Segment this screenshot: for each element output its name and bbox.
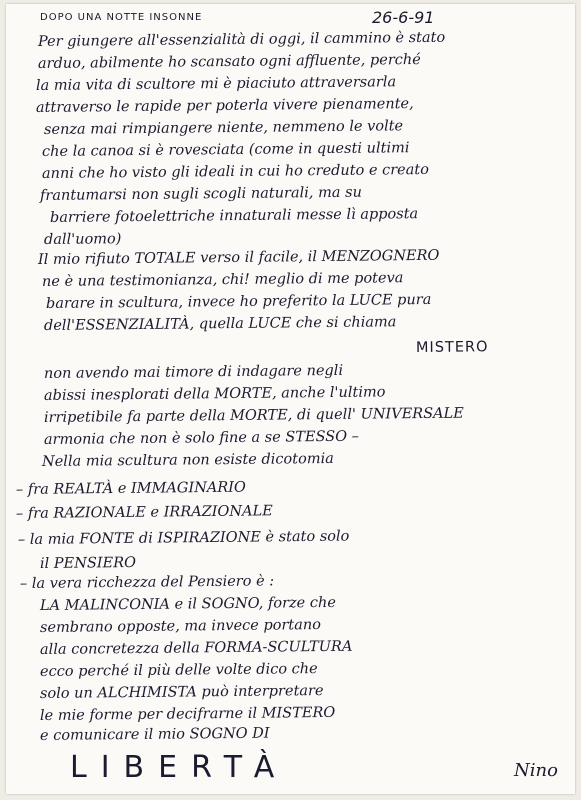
text-line: dell'ESSENZIALITÀ, quella LUCE che si chiama	[43, 314, 397, 334]
text-line: armonia che non è solo fine a se STESSO –	[43, 428, 359, 448]
text-line: frantumarsi non sugli scogli naturali, ma su	[39, 184, 362, 204]
text-line: solo un ALCHIMISTA può interpretare	[39, 683, 324, 702]
text-line: attraverso le rapide per poterla vivere pienamente,	[35, 96, 414, 116]
text-line: abissi inesplorati della MORTE, anche l'ultimo	[43, 384, 386, 404]
text-line: irripetibile fa parte della MORTE, di quell' UNIVERSALE	[43, 405, 464, 426]
text-line: LA MALINCONIA e il SOGNO, forze che	[39, 594, 336, 614]
text-line: – la vera ricchezza del Pensiero è :	[19, 573, 275, 592]
text-line: dall'uomo)	[43, 231, 122, 248]
text-line: il PENSIERO	[39, 554, 137, 572]
text-line: e comunicare il mio SOGNO DI	[39, 725, 270, 744]
text-line: le mie forme per decifrarne il MISTERO	[39, 704, 336, 724]
text-line: barriere fotoelettriche innaturali messe lì apposta	[49, 206, 419, 226]
closing-word: LIBERTÀ	[70, 750, 289, 785]
text-line: ne è una testimonianza, chi! meglio di me poteva	[41, 270, 404, 290]
text-line: sembrano opposte, ma invece portano	[39, 617, 322, 636]
letter-header	[40, 10, 555, 30]
text-line: barare in scultura, invece ho preferito la LUCE pura	[45, 291, 432, 312]
text-line: Il mio rifiuto TOTALE verso il facile, il MENZOGNERO	[37, 247, 440, 268]
text-line: alla concretezza della FORMA-SCULTURA	[39, 638, 353, 658]
text-line: Per giungere all'essenzialità di oggi, il cammino è stato	[37, 29, 446, 50]
text-line: – la mia FONTE di ISPIRAZIONE è stato solo	[17, 528, 350, 548]
letter-heading: DOPO UNA NOTTE INSONNE	[40, 12, 203, 23]
text-line: anni che ho visto gli ideali in cui ho creduto e creato	[41, 161, 430, 182]
letter-page	[6, 4, 575, 794]
text-line: Nella mia scultura non esiste dicotomia	[41, 450, 334, 470]
letter-date: 26-6-91	[372, 8, 435, 27]
text-line: – fra RAZIONALE e IRRAZIONALE	[15, 503, 273, 522]
text-line: non avendo mai timore di indagare negli	[43, 362, 344, 382]
text-line: ecco perché il più delle volte dico che	[39, 661, 318, 680]
text-line: senza mai rimpiangere niente, nemmeno le volte	[43, 118, 404, 138]
text-line: – fra REALTÀ e IMMAGINARIO	[15, 479, 246, 498]
text-line: la mia vita di scultore mi è piaciuto attraversarla	[35, 74, 397, 94]
text-line: MISTERO	[415, 339, 489, 356]
text-line: arduo, abilmente ho scansato ogni affluente, perché	[37, 51, 421, 72]
text-line: che la canoa si è rovesciata (come in questi ultimi	[41, 140, 410, 160]
signature: Nino	[514, 760, 558, 781]
